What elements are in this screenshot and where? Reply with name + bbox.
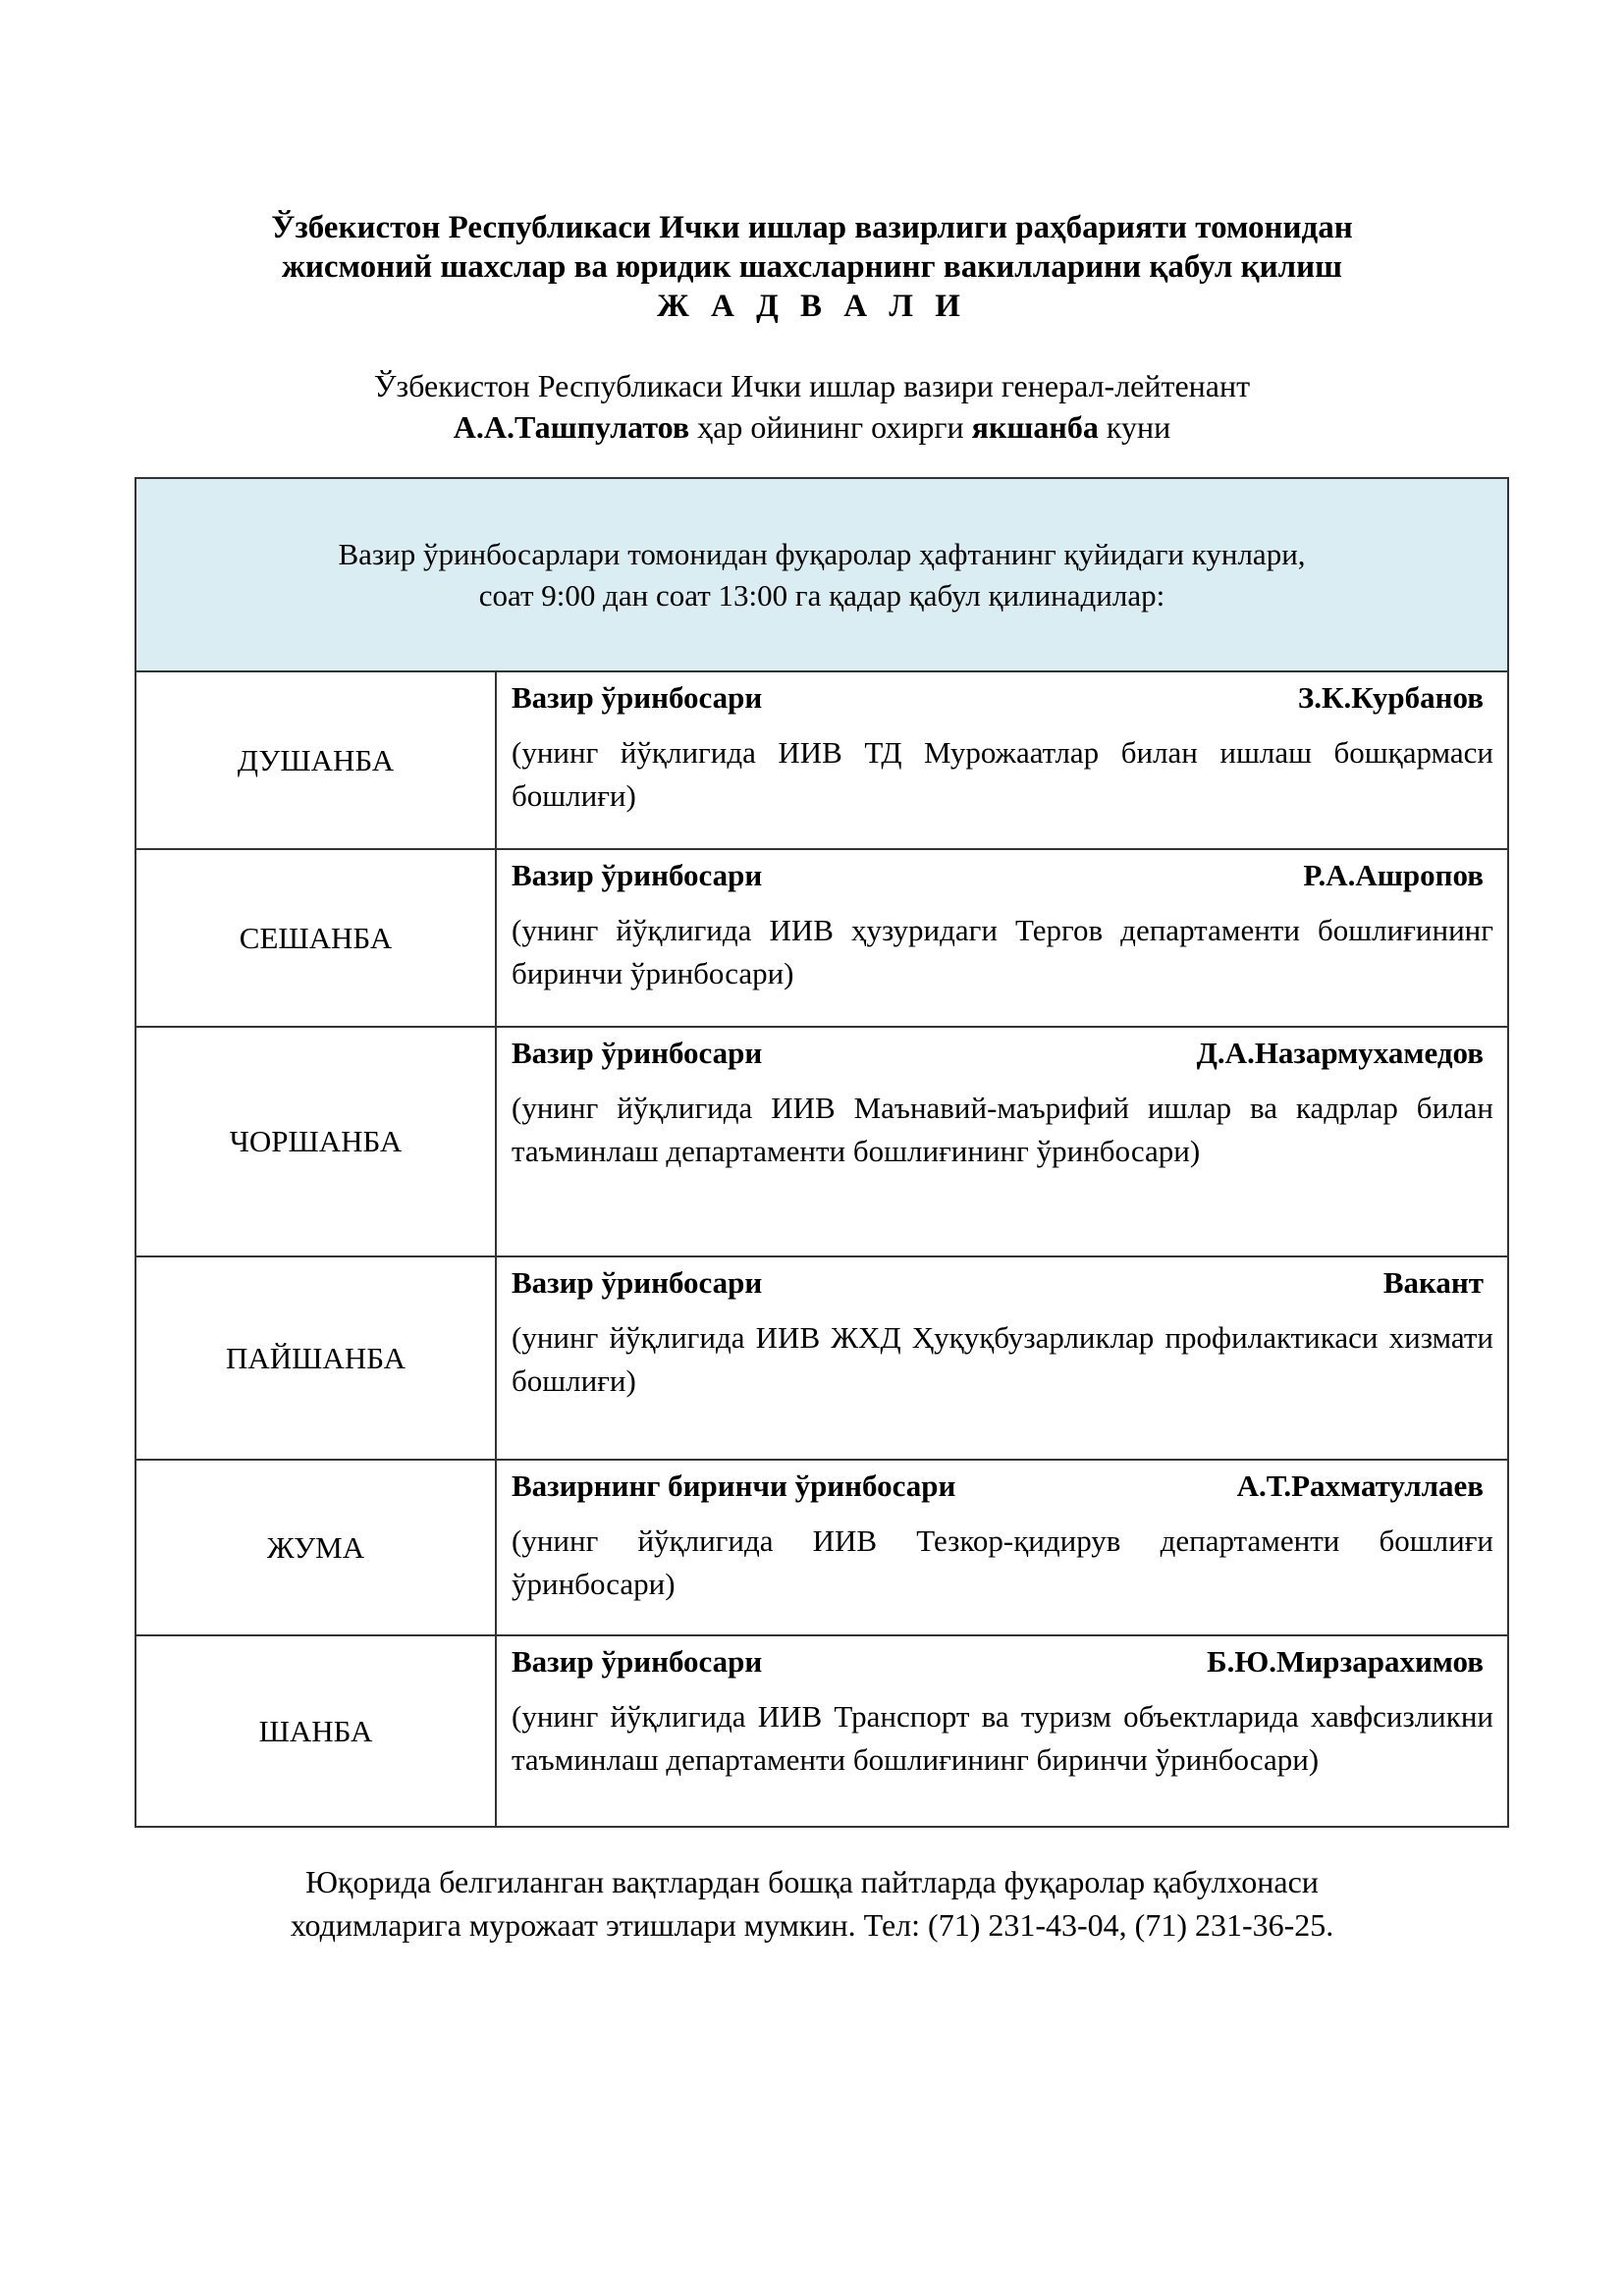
table-header-cell (135, 478, 1508, 671)
role-line (512, 1032, 1493, 1075)
substitute-description: (унинг йўқлигида ИИВ Транспорт ва туризм объектларида хавфсизликни таъминлаш департаменти бошлиғининг биринчи ўринбосари) (512, 1699, 1493, 1777)
day-cell: ЧОРШАНБА (135, 1027, 496, 1256)
minister-day: якшанба (971, 409, 1099, 445)
role-title: Вазир ўринбосари (512, 680, 763, 715)
document-title (0, 208, 1624, 326)
info-cell (496, 671, 1508, 849)
role-line (512, 1261, 1493, 1305)
substitute-description: (унинг йўқлигида ИИВ Маънавий-маърифий ишлар ва кадрлар билан таъминлаш департаменти бошлиғининг ўринбосари) (512, 1091, 1493, 1168)
info-cell (496, 1256, 1508, 1460)
substitute-description: (унинг йўқлигида ИИВ ЖХД Ҳуқуқбузарликлар профилактикаси хизмати бошлиғи) (512, 1320, 1493, 1398)
header-line-1: Вазир ўринбосарлари томонидан фуқаролар ҳафтанинг қуйидаги кунлари, (338, 536, 1306, 571)
role-title: Вазирнинг биринчи ўринбосари (512, 1468, 956, 1503)
deputy-name: Р.А.Ашропов (1303, 858, 1484, 892)
deputy-name: Б.Ю.Мирзарахимов (1207, 1644, 1484, 1679)
info-cell (496, 1460, 1508, 1635)
table-header-row (135, 478, 1508, 671)
day-cell: ДУШАНБА (135, 671, 496, 849)
minister-info (0, 365, 1624, 448)
role-line (512, 1465, 1493, 1508)
minister-line-2 (0, 406, 1624, 448)
substitute-description: (унинг йўқлигида ИИВ ТД Мурожаатлар билан ишлаш бошқармаси бошлиғи) (512, 735, 1493, 813)
title-line-1: Ўзбекистон Республикаси Ички ишлар вазирлиги раҳбарияти томонидан (271, 210, 1353, 245)
role-title: Вазир ўринбосари (512, 1265, 763, 1300)
substitute-description: (унинг йўқлигида ИИВ Тезкор-қидирув департаменти бошлиғи ўринбосари) (512, 1523, 1493, 1601)
deputy-name: Д.А.Назармухамедов (1196, 1036, 1484, 1070)
minister-name: А.А.Ташпулатов (453, 409, 690, 445)
minister-line-1: Ўзбекистон Республикаси Ички ишлар вазири генерал-лейтенант (373, 368, 1251, 403)
schedule-table (135, 477, 1509, 1828)
day-cell: ШАНБА (135, 1635, 496, 1827)
role-line (512, 1640, 1493, 1683)
role-title: Вазир ўринбосари (512, 1644, 763, 1679)
info-cell (496, 1027, 1508, 1256)
day-cell: СЕШАНБА (135, 849, 496, 1027)
table-row (135, 1256, 1508, 1460)
day-cell: ПАЙШАНБА (135, 1256, 496, 1460)
deputy-name: З.К.Курбанов (1297, 680, 1484, 715)
substitute-description: (унинг йўқлигида ИИВ ҳузуридаги Тергов департаменти бошлиғининг биринчи ўринбосари) (512, 913, 1493, 990)
table-row (135, 849, 1508, 1027)
table-row (135, 1460, 1508, 1635)
role-line (512, 854, 1493, 897)
info-cell (496, 849, 1508, 1027)
footer-line-2: ходимларига мурожаат этишлари мумкин. Тел: (71) 231-43-04, (71) 231-36-25. (290, 1907, 1334, 1943)
day-cell: ЖУМА (135, 1460, 496, 1635)
role-title: Вазир ўринбосари (512, 858, 763, 892)
footer-note (0, 1860, 1624, 1947)
deputy-name: А.Т.Рахматуллаев (1236, 1468, 1484, 1503)
footer-line-1: Юқорида белгиланган вақтлардан бошқа пайтларда фуқаролар қабулхонаси (305, 1864, 1319, 1899)
minister-mid-text: ҳар ойининг охирги (689, 409, 972, 445)
minister-end-text: куни (1098, 409, 1171, 445)
deputy-name: Вакант (1382, 1265, 1484, 1300)
table-row (135, 671, 1508, 849)
header-line-2: соат 9:00 дан соат 13:00 га қадар қабул қилинадилар: (478, 577, 1165, 613)
role-title: Вазир ўринбосари (512, 1036, 763, 1070)
table-row (135, 1027, 1508, 1256)
title-line-3: Ж А Д В А Л И (657, 289, 967, 324)
role-line (512, 676, 1493, 720)
info-cell (496, 1635, 1508, 1827)
title-line-2: жисмоний шахслар ва юридик шахсларнинг вакилларини қабул қилиш (281, 249, 1343, 285)
table-row (135, 1635, 1508, 1827)
